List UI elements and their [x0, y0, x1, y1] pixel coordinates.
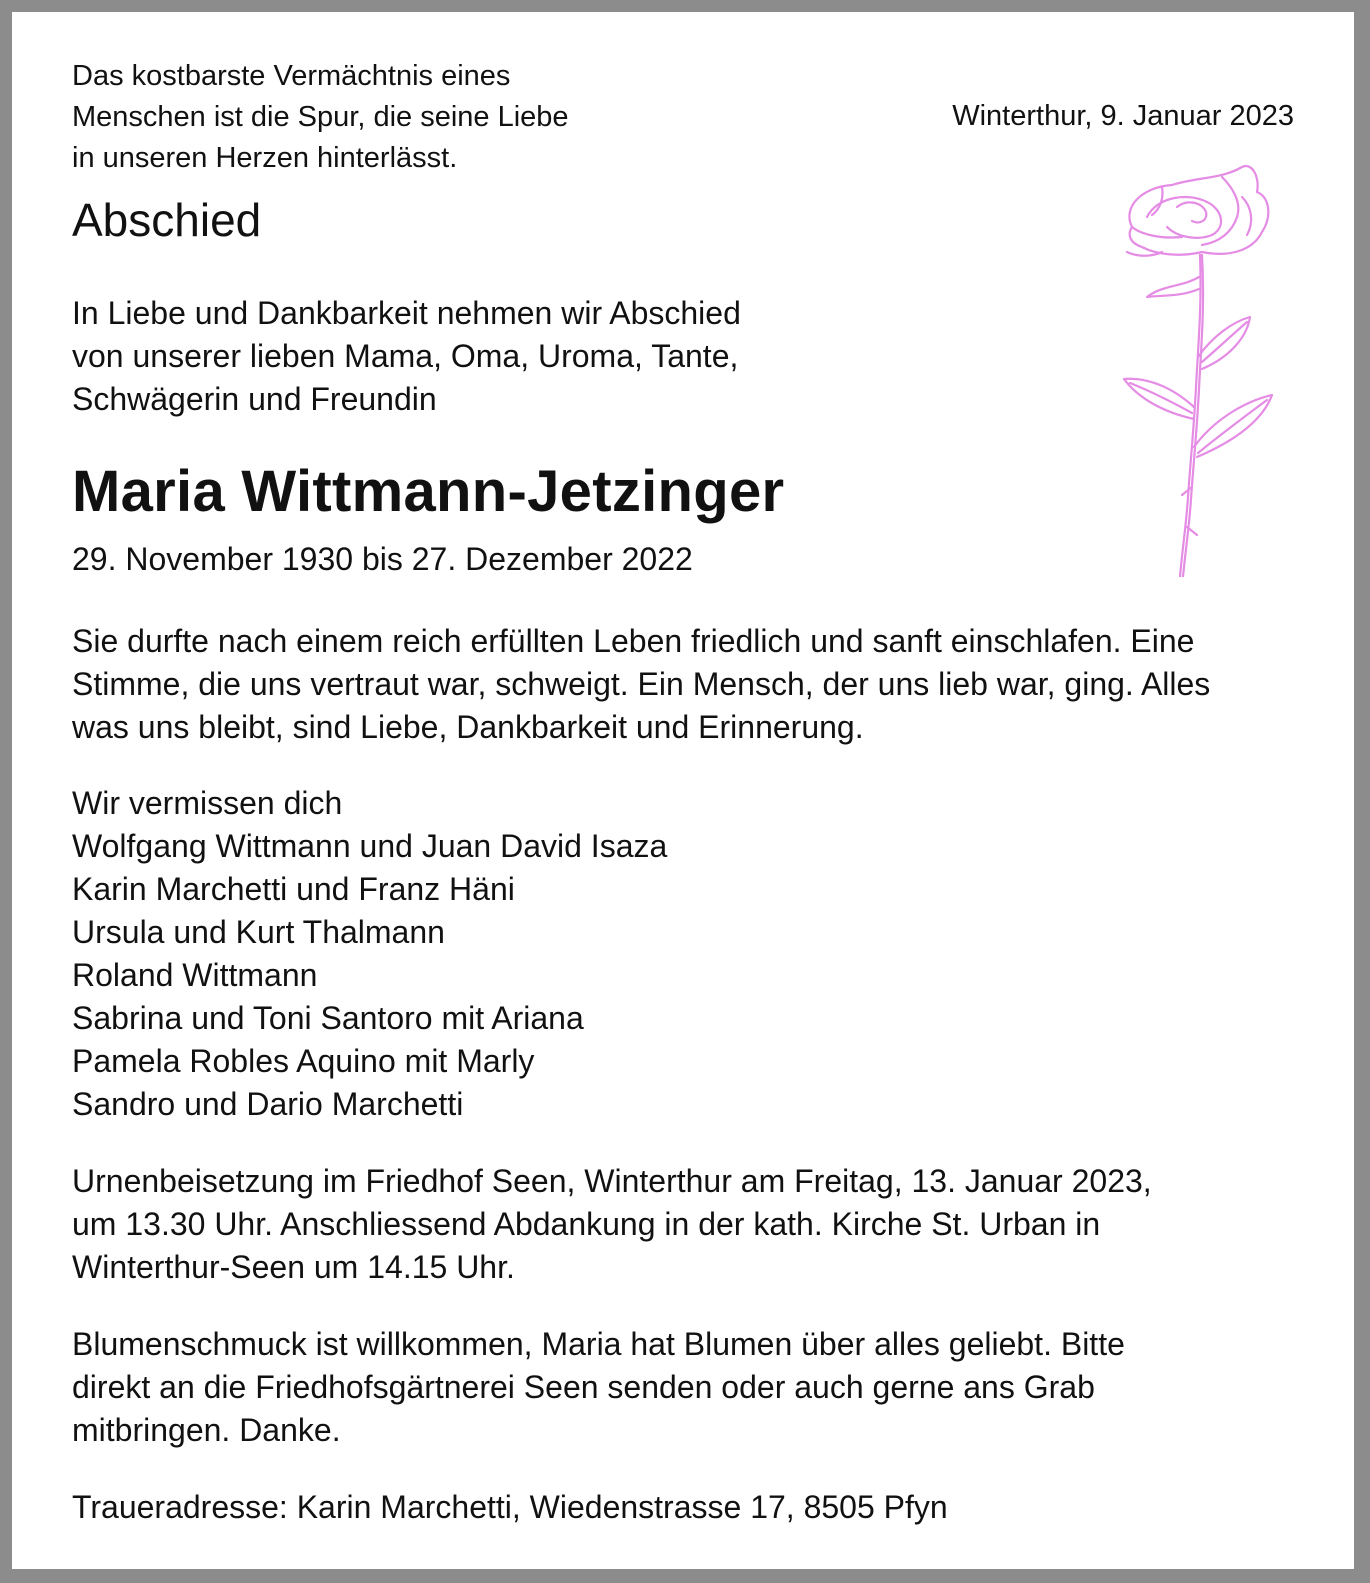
- intro-line: Schwägerin und Freundin: [72, 381, 437, 417]
- intro-line: von unserer lieben Mama, Oma, Uroma, Tante,: [72, 338, 739, 374]
- paragraph-line: Winterthur-Seen um 14.15 Uhr.: [72, 1249, 515, 1285]
- family-list: [72, 782, 667, 1126]
- motto-quote: [72, 56, 569, 179]
- family-line: Karin Marchetti und Franz Häni: [72, 871, 515, 907]
- heading-abschied: Abschied: [72, 194, 262, 246]
- paragraph-line: Stimme, die uns vertraut war, schweigt. Ein Mensch, der uns lieb war, ging. Alles: [72, 666, 1211, 702]
- rose-icon: [1102, 157, 1282, 577]
- motto-line: in unseren Herzen hinterlässt.: [72, 142, 458, 174]
- deceased-name: Maria Wittmann-Jetzinger: [72, 459, 785, 524]
- family-line: Wir vermissen dich: [72, 785, 343, 821]
- motto-line: Das kostbarste Vermächtnis eines: [72, 60, 511, 92]
- burial-info: [72, 1160, 1152, 1289]
- mourning-address: Traueradresse: Karin Marchetti, Wiedenstrasse 17, 8505 Pfyn: [72, 1489, 948, 1525]
- paragraph-line: Urnenbeisetzung im Friedhof Seen, Winterthur am Freitag, 13. Januar 2023,: [72, 1163, 1152, 1199]
- obituary-page: [12, 12, 1354, 1569]
- paragraph-line: direkt an die Friedhofsgärtnerei Seen senden oder auch gerne ans Grab: [72, 1369, 1095, 1405]
- paragraph-line: Sie durfte nach einem reich erfüllten Leben friedlich und sanft einschlafen. Eine: [72, 623, 1195, 659]
- family-line: Sandro und Dario Marchetti: [72, 1086, 464, 1122]
- paragraph-line: um 13.30 Uhr. Anschliessend Abdankung in der kath. Kirche St. Urban in: [72, 1206, 1101, 1242]
- family-line: Roland Wittmann: [72, 957, 318, 993]
- place-date: Winterthur, 9. Januar 2023: [952, 100, 1294, 132]
- intro-line: In Liebe und Dankbarkeit nehmen wir Abschied: [72, 295, 741, 331]
- family-line: Ursula und Kurt Thalmann: [72, 914, 445, 950]
- farewell-paragraph: [72, 620, 1210, 749]
- family-line: Pamela Robles Aquino mit Marly: [72, 1043, 535, 1079]
- family-line: Wolfgang Wittmann und Juan David Isaza: [72, 828, 668, 864]
- life-dates: 29. November 1930 bis 27. Dezember 2022: [72, 541, 693, 577]
- paragraph-line: mitbringen. Danke.: [72, 1412, 341, 1448]
- flowers-note: [72, 1323, 1125, 1452]
- intro-text: [72, 292, 741, 421]
- paragraph-line: was uns bleibt, sind Liebe, Dankbarkeit und Erinnerung.: [72, 709, 864, 745]
- family-line: Sabrina und Toni Santoro mit Ariana: [72, 1000, 584, 1036]
- paragraph-line: Blumenschmuck ist willkommen, Maria hat Blumen über alles geliebt. Bitte: [72, 1326, 1125, 1362]
- motto-line: Menschen ist die Spur, die seine Liebe: [72, 101, 569, 133]
